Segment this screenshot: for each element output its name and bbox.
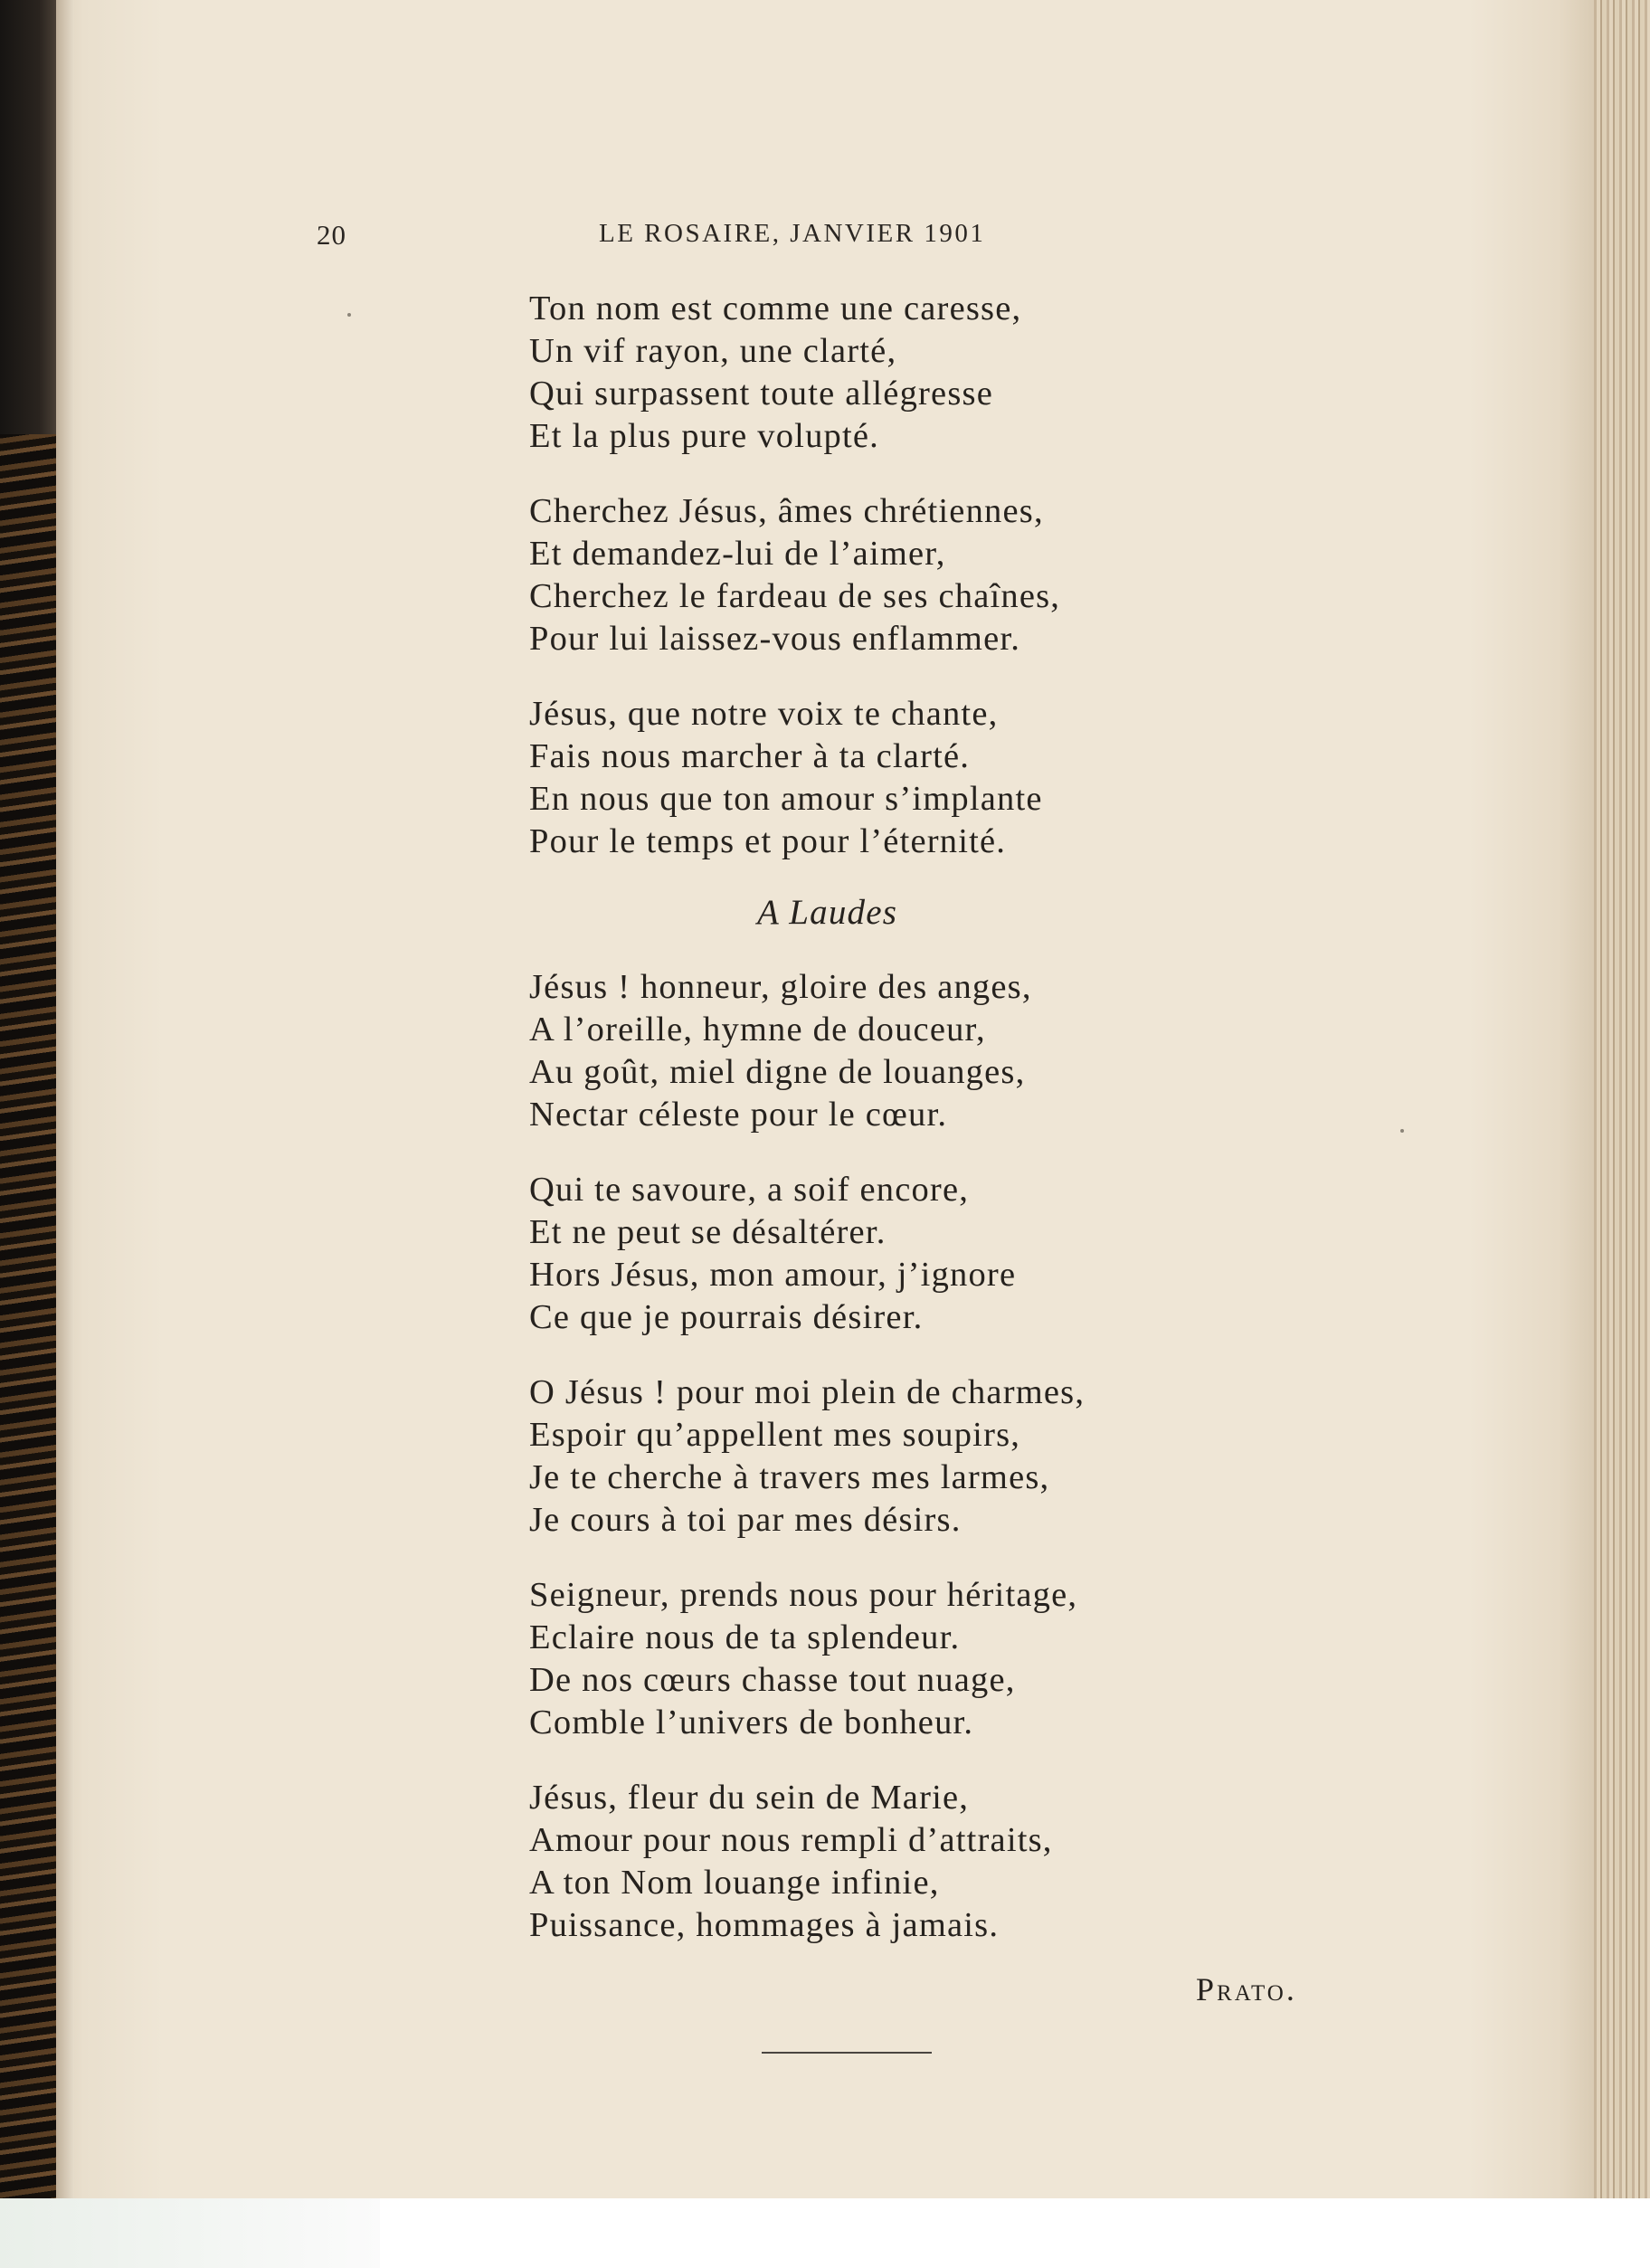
poem-line: Fais nous marcher à ta clarté.	[529, 737, 971, 775]
poem-stanza	[529, 1777, 1434, 1947]
poem-line: Cherchez Jésus, âmes chrétiennes,	[529, 492, 1044, 530]
poem-stanza	[529, 288, 1434, 458]
poem-line: En nous que ton amour s’implante	[529, 780, 1043, 818]
poem-stanza	[529, 1169, 1434, 1339]
running-head	[317, 219, 1221, 264]
poem-body	[529, 288, 1434, 1979]
poem-line: A ton Nom louange infinie,	[529, 1864, 940, 1902]
paper-speck	[1400, 1129, 1404, 1133]
section-title: A Laudes	[757, 893, 898, 932]
poem-line: Pour lui laissez-vous enflammer.	[529, 620, 1021, 658]
poem-line: Ce que je pourrais désirer.	[529, 1298, 924, 1336]
poem-line: Un vif rayon, une clarté,	[529, 332, 897, 370]
poem-stanza	[529, 1574, 1434, 1744]
poem-line: Au goût, miel digne de louanges,	[529, 1053, 1026, 1091]
poem-line: Hors Jésus, mon amour, j’ignore	[529, 1256, 1017, 1294]
author-signature: Prato.	[1196, 1971, 1297, 2007]
poem-line: De nos cœurs chasse tout nuage,	[529, 1661, 1016, 1699]
book-binding-shadow	[0, 0, 56, 434]
section-end-rule	[762, 2052, 932, 2054]
page-number: 20	[317, 219, 346, 251]
poem-line: Puissance, hommages à jamais.	[529, 1906, 1000, 1944]
poem-line: Espoir qu’appellent mes soupirs,	[529, 1416, 1021, 1454]
scan-background-tint	[0, 2198, 380, 2268]
poem-line: Nectar céleste pour le cœur.	[529, 1096, 948, 1134]
poem-line: Pour le temps et pour l’éternité.	[529, 822, 1007, 860]
poem-line: Et ne peut se désaltérer.	[529, 1213, 887, 1251]
poem-stanza	[529, 966, 1434, 1136]
poem-stanza	[529, 490, 1434, 660]
poem-line: Qui te savoure, a soif encore,	[529, 1171, 970, 1209]
poem-line: Et la plus pure volupté.	[529, 417, 879, 455]
header-title: LE ROSAIRE, JANVIER 1901	[599, 219, 986, 248]
poem-line: Et demandez-lui de l’aimer,	[529, 535, 946, 573]
poem-line: Je te cherche à travers mes larmes,	[529, 1458, 1050, 1496]
poem-line: Eclaire nous de ta splendeur.	[529, 1618, 961, 1656]
paper-speck	[347, 313, 351, 317]
poem-line: Comble l’univers de bonheur.	[529, 1703, 974, 1741]
page-gutter	[56, 0, 74, 2198]
poem-line: Cherchez le fardeau de ses chaînes,	[529, 577, 1061, 615]
poem-stanza	[529, 1371, 1434, 1542]
poem-line: Jésus ! honneur, gloire des anges,	[529, 968, 1032, 1006]
poem-line: Je cours à toi par mes désirs.	[529, 1501, 962, 1539]
poem-line: Jésus, que notre voix te chante,	[529, 695, 999, 733]
poem-line: Seigneur, prends nous pour héritage,	[529, 1576, 1078, 1614]
poem-line: A l’oreille, hymne de douceur,	[529, 1011, 986, 1049]
poem-line: Amour pour nous rempli d’attraits,	[529, 1821, 1053, 1859]
poem-line: Jésus, fleur du sein de Marie,	[529, 1779, 970, 1817]
poem-line: Ton nom est comme une caresse,	[529, 289, 1022, 327]
page-fore-edge	[1594, 0, 1650, 2198]
poem-line: Qui surpassent toute allégresse	[529, 375, 993, 413]
poem-line: O Jésus ! pour moi plein de charmes,	[529, 1373, 1086, 1411]
poem-stanza	[529, 693, 1434, 863]
